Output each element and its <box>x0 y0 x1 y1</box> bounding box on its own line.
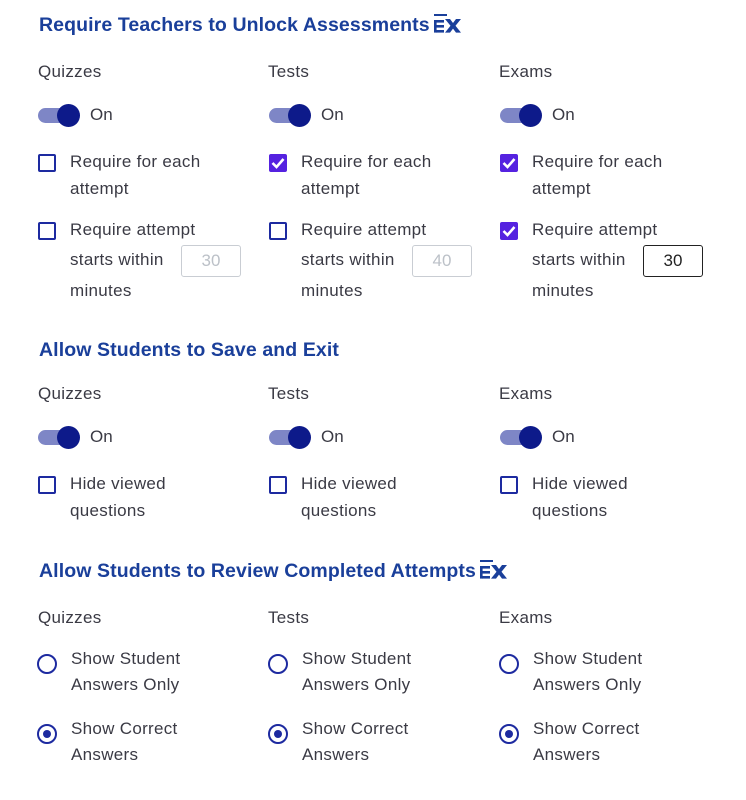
option-label: Hide viewed questions <box>301 474 397 520</box>
option-label: Require for each attempt <box>532 152 663 198</box>
option-label: Show Student Answers Only <box>533 649 643 694</box>
radio-button[interactable] <box>268 724 288 744</box>
minutes-label: minutes <box>532 281 594 300</box>
option-label: Hide viewed questions <box>532 474 628 520</box>
option-label: Show Correct Answers <box>302 719 409 764</box>
option-label: Hide viewed questions <box>70 474 166 520</box>
checkbox[interactable] <box>269 154 287 172</box>
quizzes-save-exit-toggle[interactable]: On <box>38 427 113 447</box>
section-title-unlock: Require Teachers to Unlock Assessments <box>39 14 461 37</box>
quizzes-minutes-input[interactable] <box>181 245 241 277</box>
column-label-tests: Tests <box>268 62 310 81</box>
option-label: Require for each attempt <box>301 152 432 198</box>
option-label: Show Correct Answers <box>71 719 178 764</box>
column-label-quizzes: Quizzes <box>38 608 102 627</box>
toggle-knob <box>57 426 80 449</box>
option-label: Require for each attempt <box>70 152 201 198</box>
new-feature-icon <box>480 559 507 579</box>
minutes-label: minutes <box>70 281 132 300</box>
option-label: Require attempt starts within <box>70 220 196 269</box>
exams-save-exit-toggle[interactable]: On <box>500 427 575 447</box>
radio-button[interactable] <box>268 654 288 674</box>
section-title-save-exit: Allow Students to Save and Exit <box>39 339 339 361</box>
column-label-quizzes: Quizzes <box>38 62 102 81</box>
new-feature-icon <box>434 13 461 33</box>
column-label-exams: Exams <box>499 384 553 403</box>
checkbox[interactable] <box>500 154 518 172</box>
radio-button[interactable] <box>37 654 57 674</box>
exams-require-each-attempt <box>500 153 700 202</box>
tests-show-correct-answers <box>268 719 438 768</box>
toggle-knob <box>57 104 80 127</box>
checkbox[interactable] <box>38 476 56 494</box>
checkbox[interactable] <box>500 222 518 240</box>
checkbox[interactable] <box>38 222 56 240</box>
quizzes-hide-viewed <box>38 475 208 524</box>
tests-unlock-toggle[interactable]: On <box>269 105 344 125</box>
exams-hide-viewed <box>500 475 670 524</box>
quizzes-require-each-attempt <box>38 153 238 202</box>
minutes-label: minutes <box>301 281 363 300</box>
checkbox[interactable] <box>500 476 518 494</box>
tests-minutes-input[interactable] <box>412 245 472 277</box>
exams-unlock-toggle[interactable]: On <box>500 105 575 125</box>
radio-button[interactable] <box>37 724 57 744</box>
checkbox[interactable] <box>38 154 56 172</box>
option-label: Show Student Answers Only <box>71 649 181 694</box>
radio-button[interactable] <box>499 654 519 674</box>
tests-hide-viewed <box>269 475 439 524</box>
toggle-knob <box>519 426 542 449</box>
column-label-quizzes: Quizzes <box>38 384 102 403</box>
checkbox[interactable] <box>269 222 287 240</box>
column-label-exams: Exams <box>499 608 553 627</box>
column-label-exams: Exams <box>499 62 553 81</box>
tests-show-student-answers <box>268 649 448 698</box>
quizzes-unlock-toggle[interactable]: On <box>38 105 113 125</box>
toggle-knob <box>288 426 311 449</box>
quizzes-show-correct-answers <box>37 719 207 768</box>
option-label: Show Correct Answers <box>533 719 640 764</box>
tests-require-each-attempt <box>269 153 469 202</box>
exams-show-student-answers <box>499 649 679 698</box>
radio-button[interactable] <box>499 724 519 744</box>
exams-show-correct-answers <box>499 719 669 768</box>
quizzes-show-student-answers <box>37 649 217 698</box>
checkbox[interactable] <box>269 476 287 494</box>
option-label: Show Student Answers Only <box>302 649 412 694</box>
toggle-knob <box>519 104 542 127</box>
section-title-review: Allow Students to Review Completed Attempts <box>39 560 507 583</box>
option-label: Require attempt starts within <box>532 220 658 269</box>
toggle-knob <box>288 104 311 127</box>
column-label-tests: Tests <box>268 608 310 627</box>
column-label-tests: Tests <box>268 384 310 403</box>
option-label: Require attempt starts within <box>301 220 427 269</box>
exams-minutes-input[interactable] <box>643 245 703 277</box>
tests-save-exit-toggle[interactable]: On <box>269 427 344 447</box>
